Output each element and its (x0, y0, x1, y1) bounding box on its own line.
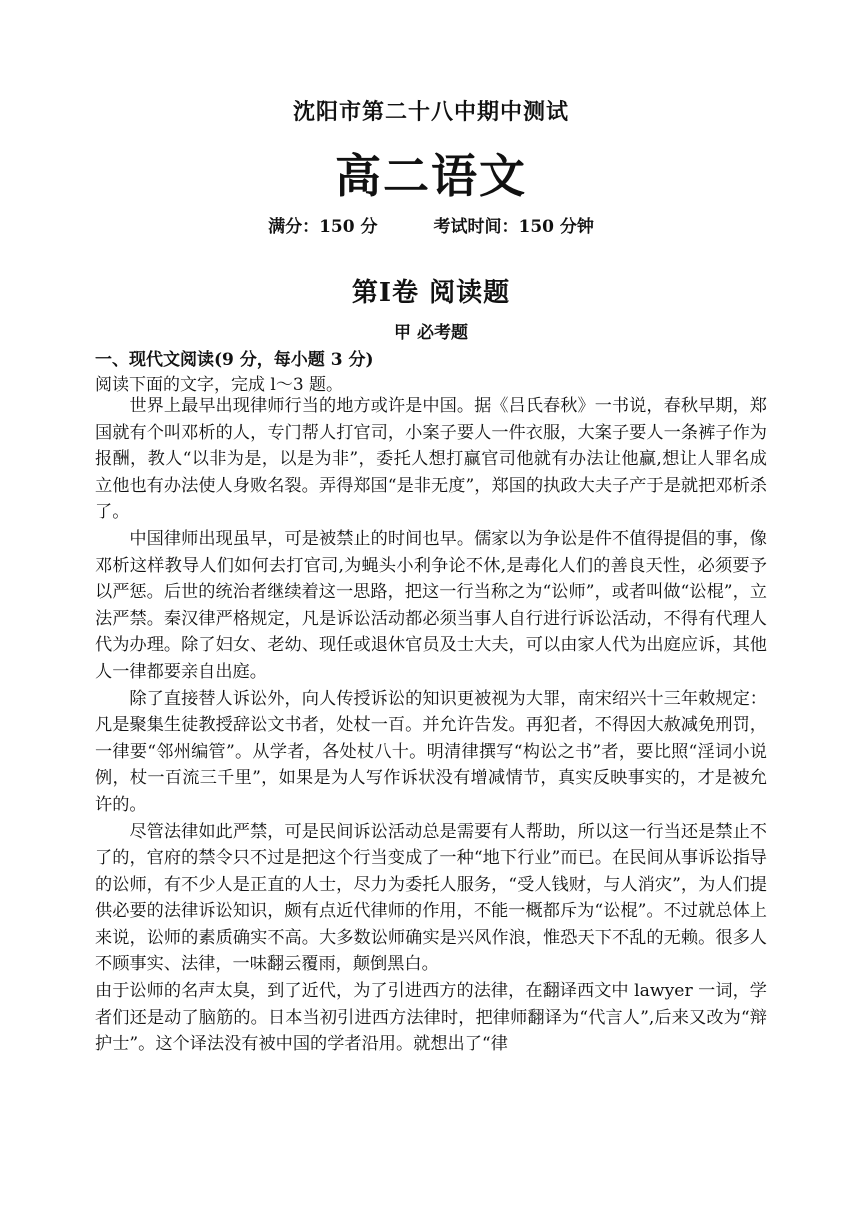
section-instruction: 阅读下面的文字，完成 l～3 题。 (95, 375, 344, 395)
exam-time: 考试时间：150 分钟 (433, 217, 594, 237)
passage-paragraph-1: 世界上最早出现律师行当的地方或许是中国。据《吕氏春秋》一书说，春秋早期，郑国就有个叫邓析的人，专门帮人打官司，小案子要人一件衣服，大案子要人一条裤子作为报酬，教人“以非为是，以是为非”，委托人想打赢官司他就有办法让他赢,想让人罪名成立他也有办法使人身败名裂。弄得郑国“是非无度”，郑国的执政大夫子产于是就把邓析杀了。 (95, 396, 767, 523)
reading-passage (95, 393, 767, 1058)
school-title: 沈阳市第二十八中期中测试 (292, 99, 569, 125)
passage-paragraph-3: 除了直接替人诉讼外，向人传授诉讼的知识更被视为大罪，南宋绍兴十三年敕规定：凡是聚集生徒教授辞讼文书者，处杖一百。并允许告发。再犯者，不得因大赦减免刑罚，一律要“邻州编管”。从学者，各处杖八十。明清律撰写“构讼之书”者，要比照“淫词小说例，杖一百流三千里”，如果是为人写作诉状没有增减情节，真实反映事实的，才是被允许的。 (95, 688, 767, 815)
passage-paragraph-4: 尽管法律如此严禁，可是民间诉讼活动总是需要有人帮助，所以这一行当还是禁止不了的，官府的禁令只不过是把这个行当变成了一种“地下行业”而已。在民间从事诉讼指导的讼师，有不少人是正直的人士，尽力为委托人服务，“受人钱财，与人消灾”，为人们提供必要的法律诉讼知识，颇有点近代律师的作用，不能一概都斥为“讼棍”。不过就总体上来说，讼师的素质确实不高。大多数讼师确实是兴风作浪，惟恐天下不乱的无赖。很多人不顾事实、法律，一味翻云覆雨，颠倒黑白。 (95, 821, 767, 975)
exam-meta (95, 212, 767, 237)
part-subtitle: 甲 必考题 (394, 323, 468, 343)
full-score: 满分：150 分 (268, 217, 378, 237)
passage-paragraph-2: 中国律师出现虽早，可是被禁止的时间也早。儒家以为争讼是件不值得提倡的事，像邓析这样教导人们如何去打官司,为蝇头小利争论不休,是毒化人们的善良天性，必须要予以严惩。后世的统治者继续着这一思路，把这一行当称之为“讼师”，或者叫做“讼棍”，立法严禁。秦汉律严格规定，凡是诉讼活动都必须当事人自行进行诉讼活动，不得有代理人代为办理。除了妇女、老幼、现任或退休官员及士大夫，可以由家人代为出庭应诉，其他人一律都要亲自出庭。 (95, 528, 767, 682)
passage-paragraph-5: 由于讼师的名声太臭，到了近代，为了引进西方的法律，在翻译西文中 lawyer 一词，学者们还是动了脑筋的。日本当初引进西方法律时，把律师翻译为“代言人”,后来又改为“辩护士”。这个译法没有被中国的学者沿用。就想出了“律 (95, 981, 767, 1055)
part-title: 第Ⅰ卷 阅读题 (351, 278, 511, 308)
section-heading: 一、现代文阅读(9 分，每小题 3 分) (95, 350, 374, 370)
subject-title: 高二语文 (335, 149, 527, 203)
